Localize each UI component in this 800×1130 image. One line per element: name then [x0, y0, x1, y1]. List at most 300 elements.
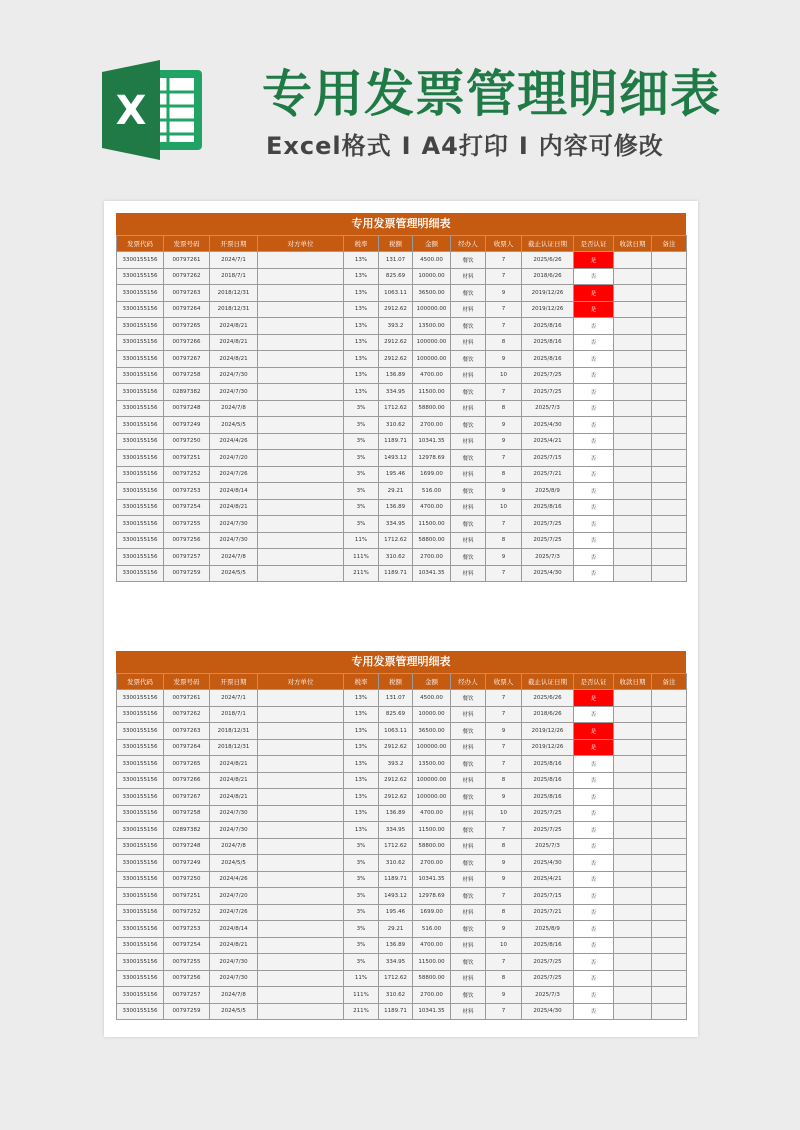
table-cell[interactable]: 00797265 — [164, 318, 210, 335]
table-cell[interactable]: 11% — [344, 970, 379, 987]
table-cell[interactable]: 00797261 — [164, 252, 210, 269]
table-cell[interactable]: 2025/7/3 — [522, 549, 574, 566]
table-cell[interactable]: 00797255 — [164, 516, 210, 533]
table-cell[interactable] — [258, 549, 344, 566]
table-cell[interactable]: 00797267 — [164, 789, 210, 806]
table-cell[interactable] — [652, 822, 687, 839]
table-cell[interactable]: 131.07 — [379, 252, 413, 269]
table-cell[interactable] — [614, 987, 652, 1004]
table-cell[interactable]: 2024/8/14 — [210, 483, 258, 500]
table-cell[interactable]: 3300155156 — [117, 466, 164, 483]
table-cell[interactable]: 136.89 — [379, 499, 413, 516]
table-cell[interactable]: 1189.71 — [379, 433, 413, 450]
table-cell[interactable] — [652, 384, 687, 401]
table-cell[interactable] — [258, 772, 344, 789]
table-cell[interactable] — [652, 516, 687, 533]
table-cell[interactable]: 否 — [574, 400, 614, 417]
table-cell[interactable]: 7 — [486, 954, 522, 971]
table-cell[interactable] — [652, 789, 687, 806]
table-cell[interactable] — [258, 384, 344, 401]
table-cell[interactable]: 3300155156 — [117, 970, 164, 987]
table-cell[interactable]: 00797249 — [164, 855, 210, 872]
table-cell[interactable]: 3300155156 — [117, 351, 164, 368]
table-cell[interactable] — [614, 252, 652, 269]
table-cell[interactable]: 2025/4/30 — [522, 855, 574, 872]
table-cell[interactable] — [652, 318, 687, 335]
table-cell[interactable]: 02897382 — [164, 822, 210, 839]
table-cell[interactable]: 否 — [574, 1003, 614, 1020]
table-cell[interactable]: 334.95 — [379, 822, 413, 839]
table-cell[interactable]: 2024/7/8 — [210, 400, 258, 417]
table-cell[interactable]: 1063.11 — [379, 285, 413, 302]
table-cell[interactable]: 餐饮 — [451, 252, 486, 269]
table-cell[interactable]: 否 — [574, 565, 614, 582]
table-cell[interactable] — [652, 565, 687, 582]
table-cell[interactable]: 9 — [486, 789, 522, 806]
table-cell[interactable] — [614, 450, 652, 467]
table-cell[interactable]: 3300155156 — [117, 384, 164, 401]
table-cell[interactable]: 00797251 — [164, 450, 210, 467]
table-cell[interactable]: 310.62 — [379, 855, 413, 872]
table-cell[interactable]: 3300155156 — [117, 400, 164, 417]
table-cell[interactable]: 310.62 — [379, 417, 413, 434]
table-cell[interactable]: 2024/7/30 — [210, 367, 258, 384]
table-cell[interactable]: 2019/12/26 — [522, 739, 574, 756]
table-cell[interactable] — [614, 822, 652, 839]
table-cell[interactable]: 100000.00 — [413, 334, 451, 351]
table-cell[interactable] — [258, 285, 344, 302]
table-cell[interactable]: 2025/7/25 — [522, 532, 574, 549]
table-cell[interactable]: 9 — [486, 723, 522, 740]
table-cell[interactable]: 材料 — [451, 904, 486, 921]
table-cell[interactable]: 00797256 — [164, 532, 210, 549]
table-cell[interactable]: 否 — [574, 904, 614, 921]
table-cell[interactable] — [614, 532, 652, 549]
table-cell[interactable]: 3300155156 — [117, 483, 164, 500]
table-cell[interactable] — [258, 351, 344, 368]
table-cell[interactable] — [258, 888, 344, 905]
table-cell[interactable]: 11500.00 — [413, 954, 451, 971]
table-cell[interactable] — [652, 334, 687, 351]
table-cell[interactable]: 材料 — [451, 739, 486, 756]
table-cell[interactable]: 2024/8/21 — [210, 772, 258, 789]
table-cell[interactable]: 否 — [574, 268, 614, 285]
table-cell[interactable]: 00797254 — [164, 937, 210, 954]
table-cell[interactable]: 00797266 — [164, 772, 210, 789]
table-cell[interactable]: 4500.00 — [413, 252, 451, 269]
table-cell[interactable]: 8 — [486, 772, 522, 789]
table-cell[interactable]: 02897382 — [164, 384, 210, 401]
table-cell[interactable]: 8 — [486, 532, 522, 549]
table-cell[interactable]: 10341.35 — [413, 871, 451, 888]
table-cell[interactable] — [652, 805, 687, 822]
table-cell[interactable]: 2025/7/21 — [522, 466, 574, 483]
table-cell[interactable] — [614, 417, 652, 434]
table-cell[interactable]: 10 — [486, 937, 522, 954]
table-cell[interactable]: 3300155156 — [117, 789, 164, 806]
table-cell[interactable]: 2025/7/3 — [522, 987, 574, 1004]
table-cell[interactable]: 00797251 — [164, 888, 210, 905]
table-cell[interactable]: 7 — [486, 318, 522, 335]
table-cell[interactable]: 7 — [486, 268, 522, 285]
table-cell[interactable]: 否 — [574, 532, 614, 549]
table-cell[interactable]: 2025/7/21 — [522, 904, 574, 921]
table-cell[interactable] — [258, 367, 344, 384]
table-cell[interactable] — [652, 433, 687, 450]
table-cell[interactable]: 否 — [574, 549, 614, 566]
table-cell[interactable]: 否 — [574, 789, 614, 806]
table-cell[interactable]: 10000.00 — [413, 268, 451, 285]
table-cell[interactable]: 2024/7/1 — [210, 690, 258, 707]
table-cell[interactable]: 材料 — [451, 970, 486, 987]
table-cell[interactable] — [652, 532, 687, 549]
table-cell[interactable] — [652, 937, 687, 954]
table-cell[interactable]: 2024/8/21 — [210, 351, 258, 368]
table-cell[interactable]: 3300155156 — [117, 871, 164, 888]
table-cell[interactable]: 2018/6/26 — [522, 706, 574, 723]
table-cell[interactable] — [614, 723, 652, 740]
table-cell[interactable]: 材料 — [451, 805, 486, 822]
table-cell[interactable]: 2025/7/15 — [522, 888, 574, 905]
table-cell[interactable] — [258, 483, 344, 500]
table-cell[interactable]: 7 — [486, 252, 522, 269]
table-cell[interactable]: 3300155156 — [117, 499, 164, 516]
table-cell[interactable]: 00797248 — [164, 838, 210, 855]
table-cell[interactable]: 是 — [574, 285, 614, 302]
table-cell[interactable] — [614, 888, 652, 905]
table-cell[interactable]: 否 — [574, 367, 614, 384]
table-cell[interactable]: 3300155156 — [117, 772, 164, 789]
table-cell[interactable]: 材料 — [451, 565, 486, 582]
table-cell[interactable] — [258, 690, 344, 707]
table-cell[interactable]: 2024/8/21 — [210, 499, 258, 516]
table-cell[interactable] — [258, 921, 344, 938]
table-cell[interactable]: 3% — [344, 466, 379, 483]
table-cell[interactable]: 3300155156 — [117, 252, 164, 269]
table-cell[interactable]: 00797250 — [164, 871, 210, 888]
table-cell[interactable]: 否 — [574, 871, 614, 888]
table-cell[interactable]: 00797255 — [164, 954, 210, 971]
table-cell[interactable]: 2025/7/25 — [522, 516, 574, 533]
table-cell[interactable]: 否 — [574, 855, 614, 872]
table-cell[interactable]: 1493.12 — [379, 888, 413, 905]
table-cell[interactable]: 3300155156 — [117, 805, 164, 822]
table-cell[interactable]: 111% — [344, 987, 379, 1004]
table-cell[interactable]: 00797252 — [164, 904, 210, 921]
table-cell[interactable]: 材料 — [451, 532, 486, 549]
table-cell[interactable]: 否 — [574, 466, 614, 483]
table-cell[interactable]: 136.89 — [379, 937, 413, 954]
table-cell[interactable]: 13% — [344, 772, 379, 789]
table-cell[interactable] — [614, 838, 652, 855]
table-cell[interactable]: 否 — [574, 970, 614, 987]
table-cell[interactable]: 3300155156 — [117, 285, 164, 302]
table-cell[interactable]: 2018/6/26 — [522, 268, 574, 285]
table-cell[interactable]: 3300155156 — [117, 739, 164, 756]
table-cell[interactable]: 393.2 — [379, 318, 413, 335]
table-cell[interactable]: 9 — [486, 855, 522, 872]
table-cell[interactable]: 2025/7/25 — [522, 367, 574, 384]
table-cell[interactable] — [614, 904, 652, 921]
table-cell[interactable]: 2025/6/26 — [522, 690, 574, 707]
table-cell[interactable]: 00797257 — [164, 987, 210, 1004]
table-cell[interactable]: 2025/4/21 — [522, 871, 574, 888]
table-cell[interactable]: 材料 — [451, 772, 486, 789]
table-cell[interactable]: 是 — [574, 301, 614, 318]
table-cell[interactable]: 2019/12/26 — [522, 285, 574, 302]
table-cell[interactable]: 13% — [344, 351, 379, 368]
table-cell[interactable]: 7 — [486, 822, 522, 839]
table-cell[interactable]: 2024/4/26 — [210, 433, 258, 450]
table-cell[interactable]: 334.95 — [379, 516, 413, 533]
table-cell[interactable]: 2700.00 — [413, 549, 451, 566]
table-cell[interactable] — [258, 739, 344, 756]
table-cell[interactable] — [258, 937, 344, 954]
table-cell[interactable]: 餐饮 — [451, 789, 486, 806]
table-cell[interactable] — [652, 367, 687, 384]
table-cell[interactable]: 2024/7/30 — [210, 954, 258, 971]
table-cell[interactable] — [652, 400, 687, 417]
table-cell[interactable]: 111% — [344, 549, 379, 566]
table-cell[interactable]: 7 — [486, 1003, 522, 1020]
table-cell[interactable]: 516.00 — [413, 483, 451, 500]
table-cell[interactable] — [614, 855, 652, 872]
table-cell[interactable]: 100000.00 — [413, 301, 451, 318]
table-cell[interactable] — [652, 838, 687, 855]
table-cell[interactable] — [614, 433, 652, 450]
table-cell[interactable]: 100000.00 — [413, 351, 451, 368]
table-cell[interactable]: 4700.00 — [413, 805, 451, 822]
table-cell[interactable]: 2018/12/31 — [210, 285, 258, 302]
table-cell[interactable] — [614, 970, 652, 987]
table-cell[interactable]: 2025/7/15 — [522, 450, 574, 467]
table-cell[interactable]: 2025/4/30 — [522, 565, 574, 582]
table-cell[interactable]: 2912.62 — [379, 334, 413, 351]
table-cell[interactable]: 7 — [486, 690, 522, 707]
table-cell[interactable]: 13% — [344, 789, 379, 806]
table-cell[interactable]: 否 — [574, 433, 614, 450]
table-cell[interactable] — [614, 318, 652, 335]
table-cell[interactable]: 2025/7/3 — [522, 838, 574, 855]
table-cell[interactable]: 否 — [574, 417, 614, 434]
table-cell[interactable]: 2024/8/14 — [210, 921, 258, 938]
table-cell[interactable]: 3% — [344, 838, 379, 855]
table-cell[interactable]: 29.21 — [379, 921, 413, 938]
table-cell[interactable] — [614, 954, 652, 971]
table-cell[interactable]: 8 — [486, 904, 522, 921]
table-cell[interactable]: 餐饮 — [451, 723, 486, 740]
table-cell[interactable]: 1189.71 — [379, 1003, 413, 1020]
table-cell[interactable] — [652, 739, 687, 756]
table-cell[interactable]: 餐饮 — [451, 549, 486, 566]
table-cell[interactable]: 9 — [486, 987, 522, 1004]
table-cell[interactable]: 2025/7/3 — [522, 400, 574, 417]
table-cell[interactable]: 36500.00 — [413, 723, 451, 740]
table-cell[interactable]: 3300155156 — [117, 706, 164, 723]
table-cell[interactable] — [652, 301, 687, 318]
table-cell[interactable]: 516.00 — [413, 921, 451, 938]
table-cell[interactable]: 材料 — [451, 706, 486, 723]
table-cell[interactable]: 2025/8/16 — [522, 499, 574, 516]
table-cell[interactable]: 00797254 — [164, 499, 210, 516]
table-cell[interactable]: 4700.00 — [413, 937, 451, 954]
table-cell[interactable]: 00797261 — [164, 690, 210, 707]
table-cell[interactable]: 2024/8/21 — [210, 789, 258, 806]
table-cell[interactable]: 3300155156 — [117, 904, 164, 921]
table-cell[interactable]: 13% — [344, 384, 379, 401]
table-cell[interactable]: 7 — [486, 739, 522, 756]
table-cell[interactable]: 2025/8/9 — [522, 921, 574, 938]
table-cell[interactable] — [652, 772, 687, 789]
table-cell[interactable]: 8 — [486, 466, 522, 483]
table-cell[interactable]: 2024/7/8 — [210, 549, 258, 566]
table-cell[interactable] — [652, 871, 687, 888]
table-cell[interactable]: 1712.62 — [379, 400, 413, 417]
table-cell[interactable] — [614, 351, 652, 368]
table-cell[interactable]: 3300155156 — [117, 516, 164, 533]
table-cell[interactable]: 195.46 — [379, 466, 413, 483]
table-cell[interactable] — [652, 690, 687, 707]
table-cell[interactable]: 餐饮 — [451, 954, 486, 971]
table-cell[interactable]: 58800.00 — [413, 970, 451, 987]
table-cell[interactable]: 2912.62 — [379, 301, 413, 318]
table-cell[interactable] — [614, 690, 652, 707]
table-cell[interactable] — [614, 334, 652, 351]
table-cell[interactable]: 材料 — [451, 367, 486, 384]
table-cell[interactable]: 11500.00 — [413, 516, 451, 533]
table-cell[interactable] — [258, 433, 344, 450]
table-cell[interactable]: 3% — [344, 855, 379, 872]
table-cell[interactable]: 3300155156 — [117, 690, 164, 707]
table-cell[interactable]: 3300155156 — [117, 301, 164, 318]
table-cell[interactable]: 2024/7/30 — [210, 516, 258, 533]
table-cell[interactable] — [258, 838, 344, 855]
table-cell[interactable]: 2025/4/30 — [522, 1003, 574, 1020]
table-cell[interactable] — [258, 466, 344, 483]
table-cell[interactable]: 2025/4/21 — [522, 433, 574, 450]
table-cell[interactable]: 2018/12/31 — [210, 739, 258, 756]
table-cell[interactable] — [258, 268, 344, 285]
table-cell[interactable]: 2024/7/8 — [210, 838, 258, 855]
table-cell[interactable]: 00797259 — [164, 1003, 210, 1020]
table-cell[interactable]: 餐饮 — [451, 318, 486, 335]
table-cell[interactable]: 材料 — [451, 871, 486, 888]
table-cell[interactable]: 否 — [574, 838, 614, 855]
table-cell[interactable]: 3300155156 — [117, 450, 164, 467]
table-cell[interactable]: 00797252 — [164, 466, 210, 483]
table-cell[interactable]: 材料 — [451, 433, 486, 450]
table-cell[interactable]: 2018/12/31 — [210, 723, 258, 740]
table-cell[interactable]: 2025/8/16 — [522, 334, 574, 351]
table-cell[interactable]: 3% — [344, 499, 379, 516]
table-cell[interactable]: 7 — [486, 516, 522, 533]
table-cell[interactable] — [652, 954, 687, 971]
table-cell[interactable] — [614, 499, 652, 516]
table-cell[interactable]: 9 — [486, 417, 522, 434]
table-cell[interactable] — [652, 499, 687, 516]
table-cell[interactable]: 1699.00 — [413, 466, 451, 483]
table-cell[interactable]: 9 — [486, 285, 522, 302]
table-cell[interactable]: 211% — [344, 565, 379, 582]
table-cell[interactable] — [652, 921, 687, 938]
table-cell[interactable]: 否 — [574, 954, 614, 971]
table-cell[interactable]: 11500.00 — [413, 384, 451, 401]
table-cell[interactable]: 否 — [574, 384, 614, 401]
table-cell[interactable]: 7 — [486, 450, 522, 467]
table-cell[interactable]: 8 — [486, 334, 522, 351]
table-cell[interactable]: 餐饮 — [451, 351, 486, 368]
table-cell[interactable]: 3300155156 — [117, 756, 164, 773]
table-cell[interactable]: 1189.71 — [379, 871, 413, 888]
table-cell[interactable]: 1712.62 — [379, 970, 413, 987]
table-cell[interactable]: 2912.62 — [379, 351, 413, 368]
table-cell[interactable]: 00797250 — [164, 433, 210, 450]
table-cell[interactable]: 825.69 — [379, 706, 413, 723]
table-cell[interactable]: 9 — [486, 921, 522, 938]
table-cell[interactable]: 3300155156 — [117, 367, 164, 384]
table-cell[interactable] — [614, 937, 652, 954]
table-cell[interactable]: 3300155156 — [117, 921, 164, 938]
table-cell[interactable]: 否 — [574, 772, 614, 789]
table-cell[interactable]: 131.07 — [379, 690, 413, 707]
table-cell[interactable]: 12978.69 — [413, 450, 451, 467]
table-cell[interactable] — [258, 954, 344, 971]
table-cell[interactable]: 4700.00 — [413, 499, 451, 516]
table-cell[interactable]: 2019/12/26 — [522, 723, 574, 740]
table-cell[interactable]: 1189.71 — [379, 565, 413, 582]
table-cell[interactable]: 00797266 — [164, 334, 210, 351]
table-cell[interactable]: 3% — [344, 516, 379, 533]
table-cell[interactable]: 29.21 — [379, 483, 413, 500]
table-cell[interactable] — [258, 532, 344, 549]
table-cell[interactable] — [258, 723, 344, 740]
table-cell[interactable] — [614, 789, 652, 806]
table-cell[interactable]: 3300155156 — [117, 954, 164, 971]
table-cell[interactable]: 13% — [344, 706, 379, 723]
table-cell[interactable]: 100000.00 — [413, 772, 451, 789]
table-cell[interactable]: 00797263 — [164, 723, 210, 740]
table-cell[interactable]: 否 — [574, 756, 614, 773]
table-cell[interactable]: 00797259 — [164, 565, 210, 582]
table-cell[interactable]: 2024/8/21 — [210, 318, 258, 335]
table-cell[interactable]: 7 — [486, 565, 522, 582]
table-cell[interactable]: 00797258 — [164, 805, 210, 822]
table-cell[interactable]: 7 — [486, 301, 522, 318]
table-cell[interactable]: 否 — [574, 822, 614, 839]
table-cell[interactable] — [652, 549, 687, 566]
table-cell[interactable]: 2018/7/1 — [210, 268, 258, 285]
table-cell[interactable] — [258, 706, 344, 723]
table-cell[interactable] — [258, 871, 344, 888]
table-cell[interactable]: 否 — [574, 499, 614, 516]
table-cell[interactable]: 1493.12 — [379, 450, 413, 467]
table-cell[interactable]: 00797267 — [164, 351, 210, 368]
table-cell[interactable]: 825.69 — [379, 268, 413, 285]
table-cell[interactable]: 2024/7/30 — [210, 384, 258, 401]
table-cell[interactable]: 餐饮 — [451, 921, 486, 938]
table-cell[interactable] — [258, 904, 344, 921]
table-cell[interactable] — [258, 499, 344, 516]
table-cell[interactable]: 3300155156 — [117, 987, 164, 1004]
table-cell[interactable]: 材料 — [451, 268, 486, 285]
table-cell[interactable] — [614, 367, 652, 384]
table-cell[interactable]: 334.95 — [379, 954, 413, 971]
table-cell[interactable]: 2025/8/9 — [522, 483, 574, 500]
table-cell[interactable]: 10341.35 — [413, 433, 451, 450]
table-cell[interactable]: 3% — [344, 871, 379, 888]
table-cell[interactable]: 8 — [486, 838, 522, 855]
table-cell[interactable] — [652, 970, 687, 987]
